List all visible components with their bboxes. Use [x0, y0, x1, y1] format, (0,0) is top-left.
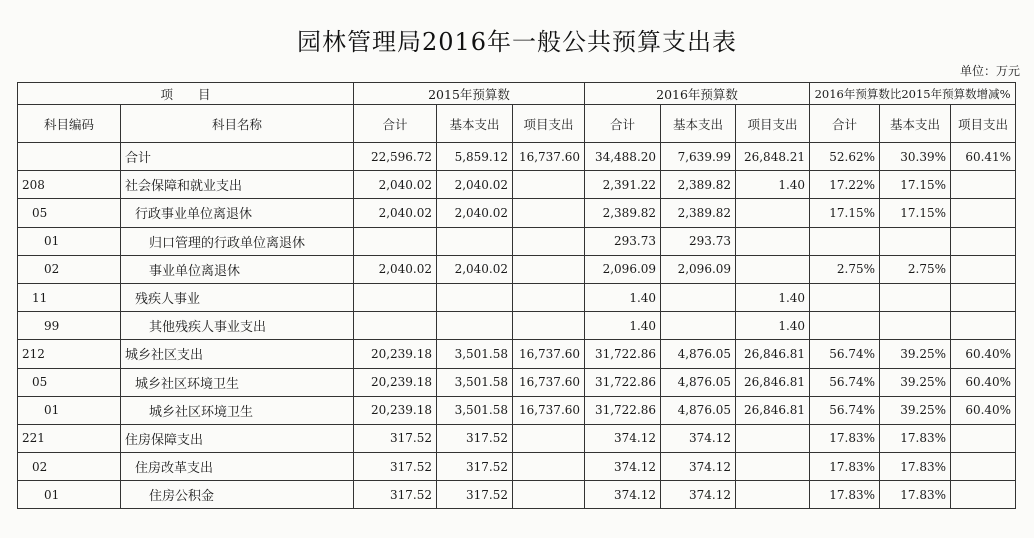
cell-code: 212: [18, 340, 121, 368]
cell-2015-basic: 317.52: [437, 424, 513, 452]
cell-2015-project: [513, 227, 585, 255]
cell-2015-basic: 3,501.58: [437, 340, 513, 368]
cell-change-project: 60.40%: [951, 340, 1016, 368]
cell-2015-basic: 5,859.12: [437, 143, 513, 171]
cell-2015-project: [513, 199, 585, 227]
cell-2016-basic: 2,096.09: [661, 255, 736, 283]
cell-change-total: 17.15%: [810, 199, 880, 227]
cell-2016-basic: 4,876.05: [661, 396, 736, 424]
cell-change-project: [951, 481, 1016, 509]
cell-change-basic: 17.83%: [880, 424, 951, 452]
cell-name: 住房公积金: [121, 481, 354, 509]
cell-2015-total: 20,239.18: [354, 340, 437, 368]
cell-2015-basic: 317.52: [437, 453, 513, 481]
cell-2015-total: 20,239.18: [354, 396, 437, 424]
cell-2016-total: 374.12: [585, 424, 661, 452]
cell-change-total: 17.83%: [810, 453, 880, 481]
cell-name: 归口管理的行政单位离退休: [121, 227, 354, 255]
cell-2016-total: 2,391.22: [585, 171, 661, 199]
cell-2016-total: 1.40: [585, 283, 661, 311]
cell-2016-project: 1.40: [736, 283, 810, 311]
table-row: [18, 481, 1016, 509]
table-body: [18, 143, 1016, 509]
cell-2016-project: 26,846.81: [736, 396, 810, 424]
table-row: [18, 453, 1016, 481]
cell-code: 01: [18, 227, 121, 255]
cell-change-basic: 39.25%: [880, 340, 951, 368]
cell-change-basic: 30.39%: [880, 143, 951, 171]
header-2016: 2016年预算数: [585, 83, 810, 105]
cell-code: [18, 143, 121, 171]
cell-2016-project: [736, 453, 810, 481]
cell-2016-total: 1.40: [585, 312, 661, 340]
table-row: [18, 396, 1016, 424]
cell-2015-total: 317.52: [354, 481, 437, 509]
cell-2015-project: [513, 481, 585, 509]
cell-2015-basic: [437, 283, 513, 311]
cell-code: 02: [18, 453, 121, 481]
budget-table: [17, 82, 1016, 509]
cell-2015-basic: 2,040.02: [437, 255, 513, 283]
header-2015-project: 项目支出: [513, 105, 585, 143]
cell-change-basic: [880, 312, 951, 340]
unit-label: 单位：万元: [959, 64, 1020, 78]
header-item: 项 目: [18, 83, 354, 105]
cell-2016-basic: 7,639.99: [661, 143, 736, 171]
cell-change-basic: 2.75%: [880, 255, 951, 283]
table-row: [18, 283, 1016, 311]
cell-2015-project: 16,737.60: [513, 396, 585, 424]
cell-change-project: [951, 424, 1016, 452]
cell-2015-basic: [437, 227, 513, 255]
cell-change-total: 52.62%: [810, 143, 880, 171]
cell-2015-total: [354, 312, 437, 340]
cell-change-project: [951, 255, 1016, 283]
cell-2016-basic: [661, 312, 736, 340]
header-2015-basic: 基本支出: [437, 105, 513, 143]
header-name: 科目名称: [121, 105, 354, 143]
cell-change-total: 56.74%: [810, 396, 880, 424]
cell-2016-total: 374.12: [585, 481, 661, 509]
cell-code: 05: [18, 199, 121, 227]
cell-2016-project: [736, 424, 810, 452]
cell-2015-total: 2,040.02: [354, 199, 437, 227]
cell-code: 99: [18, 312, 121, 340]
cell-change-basic: 39.25%: [880, 368, 951, 396]
cell-2015-basic: [437, 312, 513, 340]
cell-2016-basic: 2,389.82: [661, 171, 736, 199]
header-change: 2016年预算数比2015年预算数增减%: [810, 83, 1016, 105]
cell-2015-total: 317.52: [354, 424, 437, 452]
cell-change-basic: 17.83%: [880, 453, 951, 481]
cell-2016-total: 31,722.86: [585, 368, 661, 396]
cell-change-basic: 17.83%: [880, 481, 951, 509]
cell-change-basic: 17.15%: [880, 171, 951, 199]
header-2015-total: 合计: [354, 105, 437, 143]
cell-2016-total: 34,488.20: [585, 143, 661, 171]
cell-name: 其他残疾人事业支出: [121, 312, 354, 340]
cell-code: 01: [18, 481, 121, 509]
cell-name: 社会保障和就业支出: [121, 171, 354, 199]
table-row: [18, 227, 1016, 255]
cell-change-total: 56.74%: [810, 368, 880, 396]
cell-change-total: 17.83%: [810, 481, 880, 509]
header-change-basic: 基本支出: [880, 105, 951, 143]
cell-change-project: [951, 453, 1016, 481]
header-row-columns: [18, 105, 1016, 143]
cell-2015-total: 2,040.02: [354, 255, 437, 283]
cell-change-project: [951, 312, 1016, 340]
cell-2016-total: 2,389.82: [585, 199, 661, 227]
cell-2016-basic: 293.73: [661, 227, 736, 255]
cell-2015-project: 16,737.60: [513, 368, 585, 396]
table-row: [18, 171, 1016, 199]
header-change-total: 合计: [810, 105, 880, 143]
header-change-project: 项目支出: [951, 105, 1016, 143]
cell-2015-project: [513, 453, 585, 481]
cell-2015-project: [513, 424, 585, 452]
cell-name: 城乡社区环境卫生: [121, 368, 354, 396]
header-2016-project: 项目支出: [736, 105, 810, 143]
table-row: [18, 424, 1016, 452]
cell-change-project: [951, 283, 1016, 311]
table-row: [18, 255, 1016, 283]
cell-change-project: [951, 227, 1016, 255]
cell-2015-project: [513, 255, 585, 283]
cell-2016-project: 26,848.21: [736, 143, 810, 171]
cell-change-project: 60.40%: [951, 368, 1016, 396]
cell-2016-project: [736, 199, 810, 227]
cell-2016-project: [736, 227, 810, 255]
cell-2015-total: 20,239.18: [354, 368, 437, 396]
cell-change-total: [810, 312, 880, 340]
cell-2015-basic: 2,040.02: [437, 171, 513, 199]
cell-2015-total: 2,040.02: [354, 171, 437, 199]
header-code: 科目编码: [18, 105, 121, 143]
cell-2016-total: 2,096.09: [585, 255, 661, 283]
header-2015: 2015年预算数: [354, 83, 585, 105]
cell-change-project: [951, 199, 1016, 227]
cell-change-basic: 39.25%: [880, 396, 951, 424]
cell-change-basic: [880, 283, 951, 311]
table-row: [18, 368, 1016, 396]
cell-name: 事业单位离退休: [121, 255, 354, 283]
cell-2015-project: 16,737.60: [513, 340, 585, 368]
cell-2016-basic: [661, 283, 736, 311]
cell-2016-basic: 374.12: [661, 424, 736, 452]
cell-2016-basic: 4,876.05: [661, 368, 736, 396]
cell-name: 合计: [121, 143, 354, 171]
cell-code: 208: [18, 171, 121, 199]
cell-2015-total: [354, 283, 437, 311]
table-row: [18, 199, 1016, 227]
cell-2016-total: 374.12: [585, 453, 661, 481]
table-row: [18, 312, 1016, 340]
cell-2015-project: 16,737.60: [513, 143, 585, 171]
cell-2015-project: [513, 283, 585, 311]
cell-2016-basic: 374.12: [661, 453, 736, 481]
cell-2016-project: 26,846.81: [736, 340, 810, 368]
table-row: [18, 340, 1016, 368]
cell-change-basic: 17.15%: [880, 199, 951, 227]
cell-code: 05: [18, 368, 121, 396]
cell-name: 城乡社区环境卫生: [121, 396, 354, 424]
cell-change-total: [810, 227, 880, 255]
cell-2016-basic: 2,389.82: [661, 199, 736, 227]
cell-2016-project: [736, 255, 810, 283]
cell-name: 住房保障支出: [121, 424, 354, 452]
cell-change-total: 17.22%: [810, 171, 880, 199]
cell-2015-basic: 3,501.58: [437, 368, 513, 396]
cell-name: 行政事业单位离退休: [121, 199, 354, 227]
cell-2016-total: 31,722.86: [585, 340, 661, 368]
cell-2015-total: 22,596.72: [354, 143, 437, 171]
header-2016-basic: 基本支出: [661, 105, 736, 143]
cell-2015-basic: 2,040.02: [437, 199, 513, 227]
cell-2016-project: 1.40: [736, 171, 810, 199]
table-row: [18, 143, 1016, 171]
cell-name: 住房改革支出: [121, 453, 354, 481]
cell-change-project: 60.40%: [951, 396, 1016, 424]
cell-2015-project: [513, 171, 585, 199]
cell-code: 02: [18, 255, 121, 283]
cell-2016-total: 293.73: [585, 227, 661, 255]
cell-2016-project: [736, 481, 810, 509]
cell-change-basic: [880, 227, 951, 255]
document-title: 园林管理局2016年一般公共预算支出表: [296, 28, 738, 56]
cell-change-project: [951, 171, 1016, 199]
cell-2016-project: 1.40: [736, 312, 810, 340]
cell-2016-project: 26,846.81: [736, 368, 810, 396]
cell-2015-total: 317.52: [354, 453, 437, 481]
cell-code: 221: [18, 424, 121, 452]
cell-2015-total: [354, 227, 437, 255]
cell-change-total: 17.83%: [810, 424, 880, 452]
header-2016-total: 合计: [585, 105, 661, 143]
cell-change-total: [810, 283, 880, 311]
cell-change-total: 56.74%: [810, 340, 880, 368]
cell-code: 11: [18, 283, 121, 311]
cell-2016-basic: 4,876.05: [661, 340, 736, 368]
header-row-group: [18, 83, 1016, 105]
cell-2015-basic: 317.52: [437, 481, 513, 509]
cell-change-project: 60.41%: [951, 143, 1016, 171]
cell-2015-basic: 3,501.58: [437, 396, 513, 424]
cell-name: 城乡社区支出: [121, 340, 354, 368]
cell-2016-total: 31,722.86: [585, 396, 661, 424]
cell-2016-basic: 374.12: [661, 481, 736, 509]
cell-change-total: 2.75%: [810, 255, 880, 283]
cell-code: 01: [18, 396, 121, 424]
cell-2015-project: [513, 312, 585, 340]
cell-name: 残疾人事业: [121, 283, 354, 311]
